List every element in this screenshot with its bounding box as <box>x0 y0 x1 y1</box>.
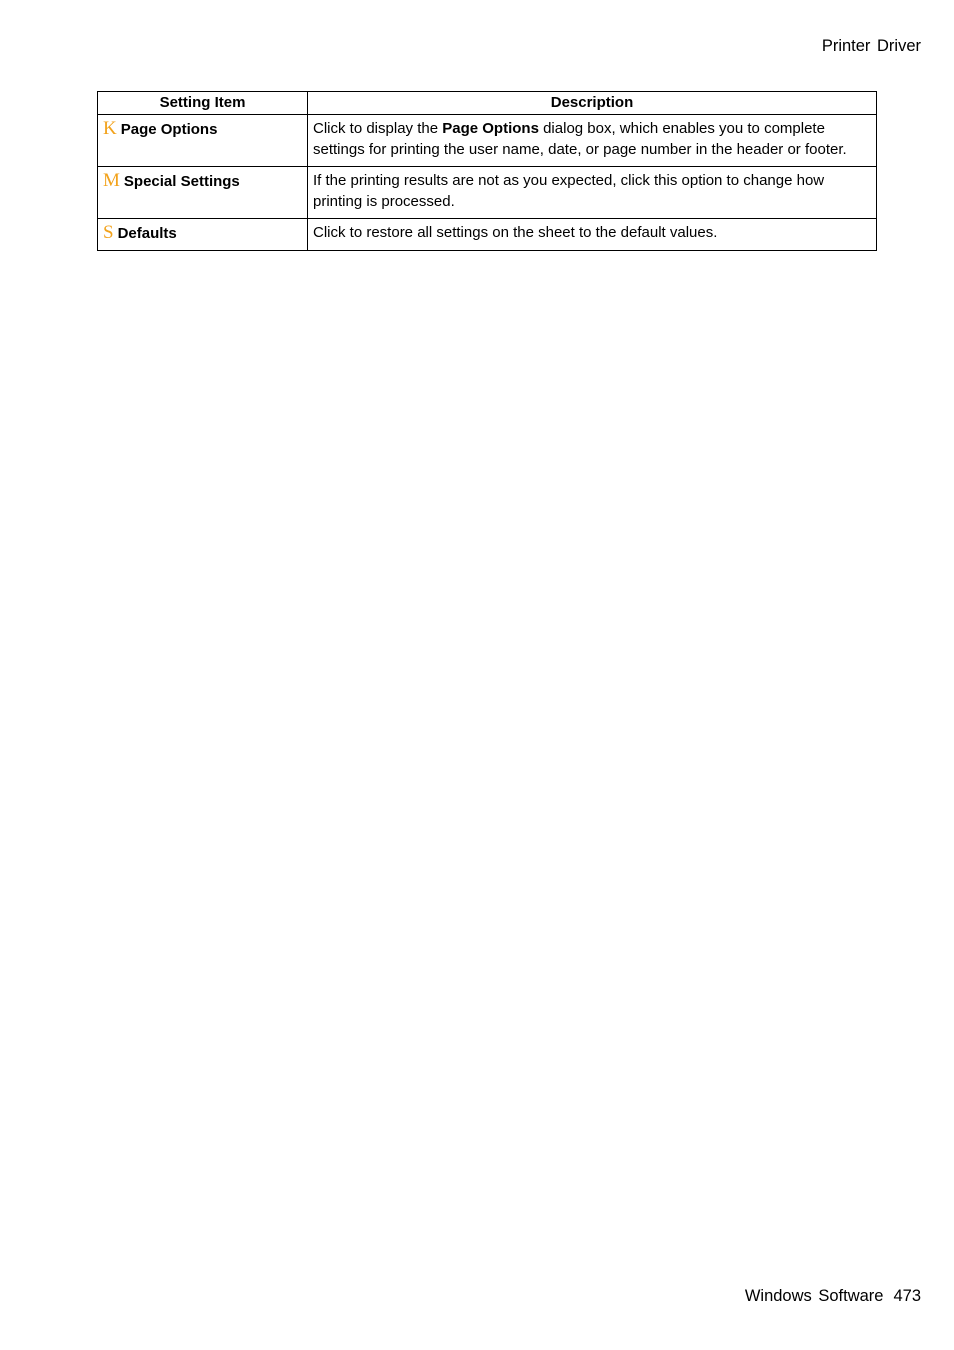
callout-letter: K <box>103 118 117 139</box>
column-header-setting-item: Setting Item <box>98 92 308 115</box>
description-text: Click to restore all settings on the sheet to the default values. <box>313 224 718 241</box>
callout-letter: S <box>103 222 114 243</box>
description-text: Click to display the <box>313 120 443 137</box>
running-footer <box>745 1287 921 1306</box>
setting-item-cell <box>98 115 308 167</box>
running-header: Printer Driver <box>821 37 921 55</box>
description-text: If the printing results are not as you expected, click this option to change how printing is processed. <box>313 172 825 210</box>
page-number: 473 <box>893 1287 921 1305</box>
footer-section-title: Windows Software <box>744 1287 884 1305</box>
settings-table <box>97 91 877 251</box>
table-header-row <box>98 92 877 115</box>
setting-item-name: Page Options <box>120 121 218 138</box>
description-cell <box>308 219 877 251</box>
table-row <box>98 219 877 251</box>
setting-item-name: Special Settings <box>123 173 240 190</box>
setting-item-cell <box>98 167 308 219</box>
description-cell <box>308 167 877 219</box>
description-cell <box>308 115 877 167</box>
callout-letter: M <box>103 170 120 191</box>
setting-item-name: Defaults <box>117 225 177 242</box>
column-header-description: Description <box>308 92 877 115</box>
table-row <box>98 167 877 219</box>
table-row <box>98 115 877 167</box>
description-bold-term: Page Options <box>442 120 539 137</box>
description-text-continued: dialog box, which enables you to complete settings for printing the user name, date, or page number in the header or footer. <box>313 120 847 158</box>
setting-item-cell <box>98 219 308 251</box>
